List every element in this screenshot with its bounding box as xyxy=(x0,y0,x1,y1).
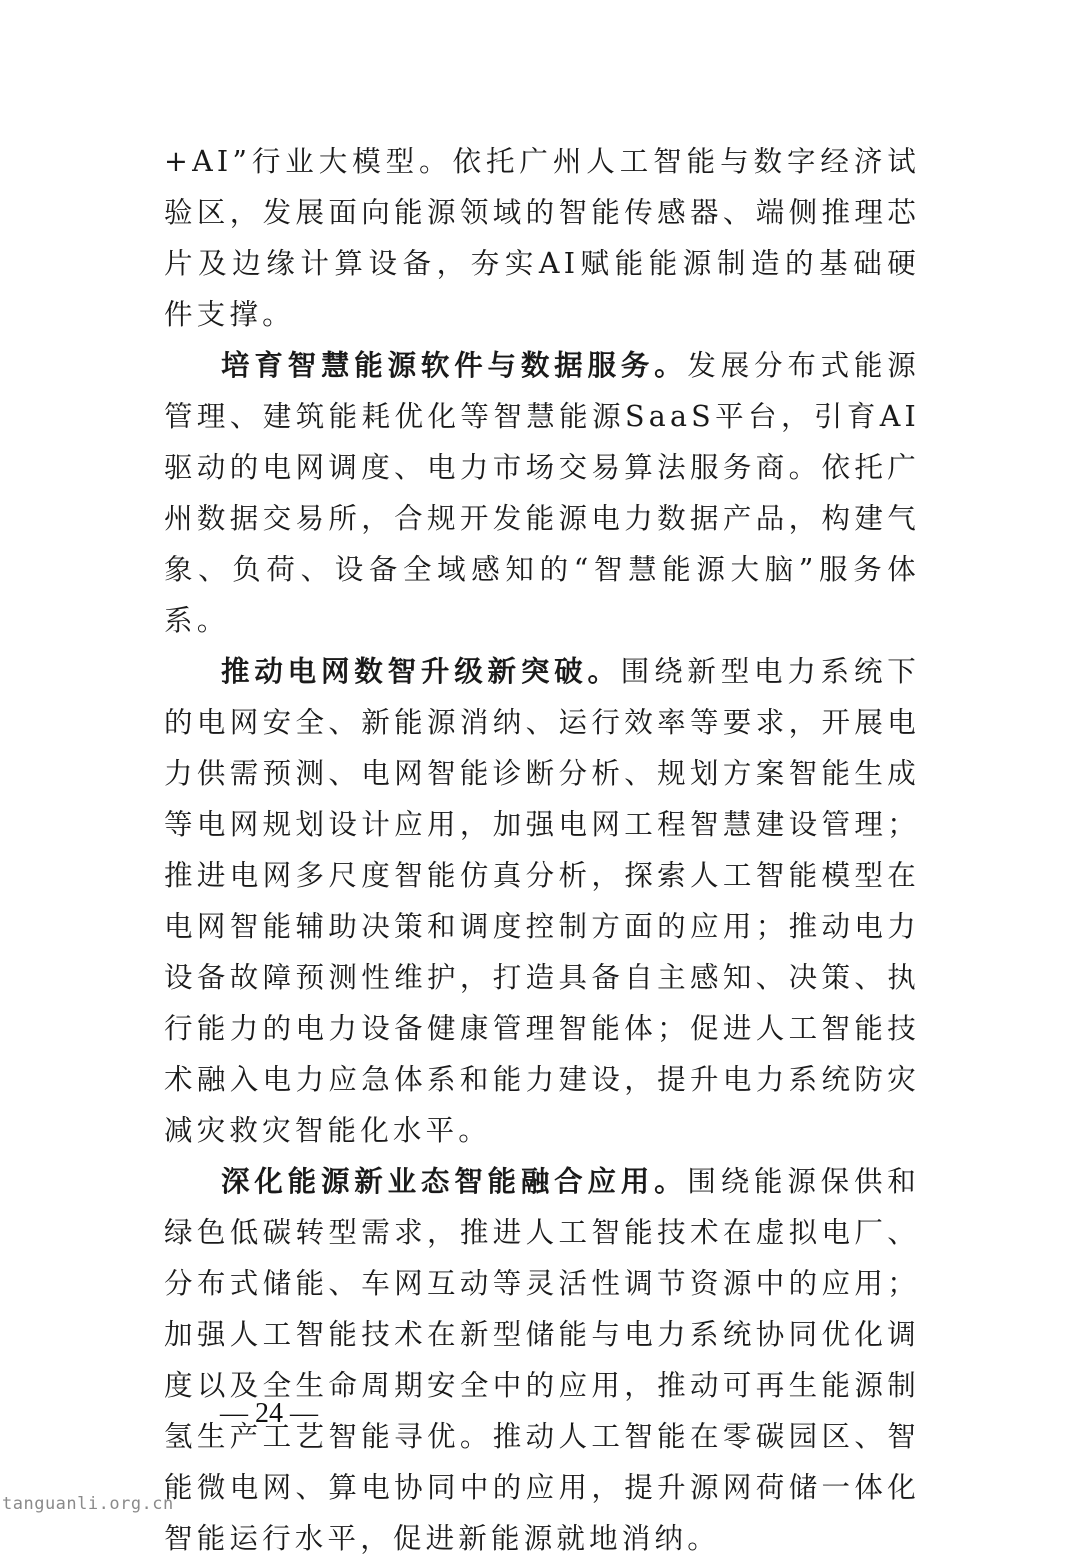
body-text xyxy=(164,136,920,1564)
paragraph-4-heading: 深化能源新业态智能融合应用。 xyxy=(221,1164,688,1198)
paragraph-2 xyxy=(164,340,920,646)
page-number: — 24 — xyxy=(220,1398,318,1429)
paragraph-2-text: 发展分布式能源管理、建筑能耗优化等智慧能源SaaS平台，引育AI驱动的电网调度、电力市场交易算法服务商。依托广州数据交易所，合规开发能源电力数据产品，构建气象、负荷、设备全域感知的“智慧能源大脑”服务体系。 xyxy=(164,349,920,637)
paragraph-1-text: +AI”行业大模型。依托广州人工智能与数字经济试验区，发展面向能源领域的智能传感器、端侧推理芯片及边缘计算设备，夯实AI赋能能源制造的基础硬件支撑。 xyxy=(164,145,920,331)
paragraph-4 xyxy=(164,1156,920,1564)
paragraph-4-text: 围绕能源保供和绿色低碳转型需求，推进人工智能技术在虚拟电厂、分布式储能、车网互动等灵活性调节资源中的应用；加强人工智能技术在新型储能与电力系统协同优化调度以及全生命周期安全中的应用，推动可再生能源制氢生产工艺智能寻优。推动人工智能在零碳园区、智能微电网、算电协同中的应用，提升源网荷储一体化智能运行水平，促进新能源就地消纳。 xyxy=(164,1165,920,1555)
paragraph-2-heading: 培育智慧能源软件与数据服务。 xyxy=(221,348,688,382)
paragraph-3-heading: 推动电网数智升级新突破。 xyxy=(221,654,621,688)
paragraph-3 xyxy=(164,646,920,1156)
paragraph-1 xyxy=(164,136,920,340)
paragraph-3-text: 围绕新型电力系统下的电网安全、新能源消纳、运行效率等要求，开展电力供需预测、电网智能诊断分析、规划方案智能生成等电网规划设计应用，加强电网工程智慧建设管理；推进电网多尺度智能仿真分析，探索人工智能模型在电网智能辅助决策和调度控制方面的应用；推动电力设备故障预测性维护，打造具备自主感知、决策、执行能力的电力设备健康管理智能体；促进人工智能技术融入电力应急体系和能力建设，提升电力系统防灾减灾救灾智能化水平。 xyxy=(164,655,920,1147)
watermark: tanguanli.org.cn xyxy=(2,1494,174,1514)
